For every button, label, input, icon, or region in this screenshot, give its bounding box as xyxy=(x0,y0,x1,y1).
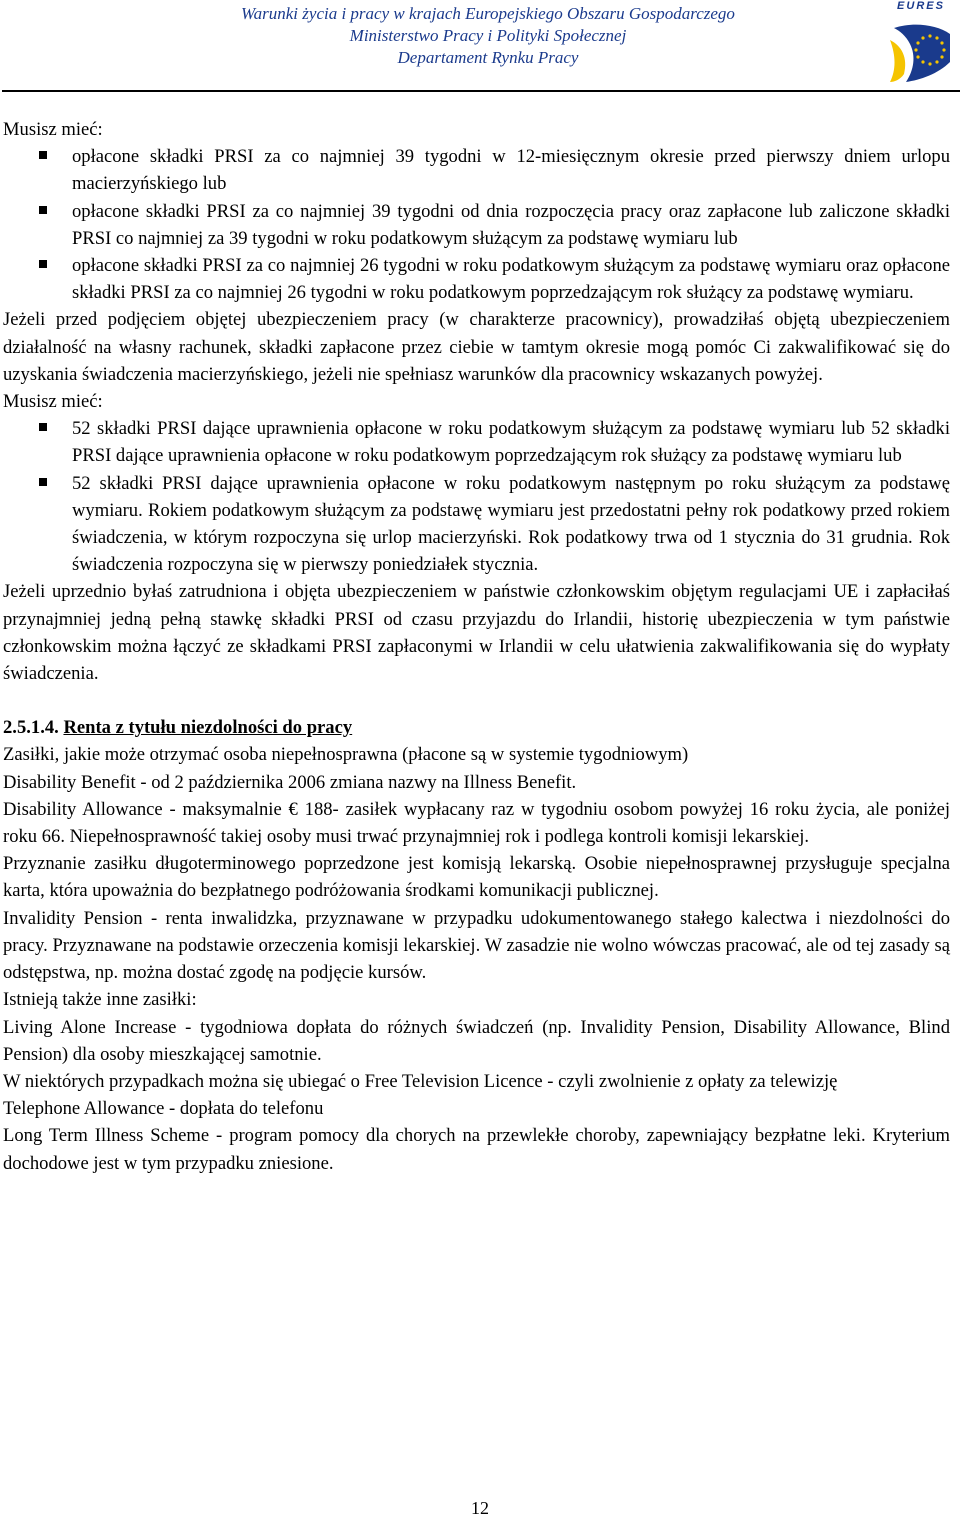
document-body xyxy=(3,116,950,1177)
section-heading xyxy=(3,714,950,741)
header-line-3: Departament Rynku Pracy xyxy=(397,48,579,67)
bullet-item: 52 składki PRSI dające uprawnienia opłacone w roku podatkowym służącym za podstawę wymiaru lub 52 składki PRSI dające uprawnienia opłacone w roku podatkowym poprzedzającym rok służący za podstawę wymiaru lub xyxy=(3,415,950,469)
section3-paragraph: Disability Allowance - maksymalnie € 188- zasiłek wypłacany raz w tygodniu osobom powyżej 16 roku życia, ale poniżej roku 66. Niepełnosprawność takiej osoby musi trwać przynajmniej rok i podlega kontroli komisji lekarskiej. xyxy=(3,798,950,848)
eures-emblem-icon xyxy=(886,0,956,84)
section3-paragraph: Przyznanie zasiłku długoterminowego poprzedzone jest komisją lekarską. Osobie niepełnosprawnej przysługuje specjalna karta, która upoważnia do bezpłatnego podróżowania środkami komunikacji publicznej. xyxy=(3,853,950,902)
section2-bullet-list xyxy=(3,415,950,578)
eures-logo-text: EURES xyxy=(897,0,945,12)
bullet-item: opłacone składki PRSI za co najmniej 39 tygodni od dnia rozpoczęcia pracy oraz zapłacone lub zaliczone składki PRSI co najmniej za 39 tygodni w roku podatkowym służącym za podstawę wymiaru lub xyxy=(3,198,950,252)
section3-paragraph: Living Alone Increase - tygodniowa dopłata do różnych świadczeń (np. Invalidity Pension, Disability Allowance, Blind Pension) dla osoby mieszkającej samotnie. xyxy=(3,1016,950,1065)
section2-closing: Jeżeli uprzednio byłaś zatrudniona i objęta ubezpieczeniem w państwie członkowskim objętym regulacjami UE i zapłaciłaś przynajmniej jedną pełną stawkę składki PRSI od czasu przyjazdu do Irlandii, historię ubezpieczenia w tym państwie członkowskim można łączyć ze składkami PRSI zapłaconymi w Irlandii w celu ułatwienia zakwalifikowania się do wypłaty świadczenia. xyxy=(3,581,950,685)
bullet-item: opłacone składki PRSI za co najmniej 39 tygodni w 12-miesięcznym okresie przed pierwszy dniem urlopu macierzyńskiego lub xyxy=(3,143,950,197)
header-text xyxy=(188,3,788,69)
section1-bullet-list xyxy=(3,143,950,306)
section2-paragraph: Jeżeli przed podjęciem objętej ubezpieczeniem pracy (w charakterze pracownicy), prowadziłaś objętą ubezpieczeniem działalność na własny rachunek, składki zapłacone przez ciebie w tamtym okresie mogą pomóc Ci zakwalifikować się do uzyskania świadczenia macierzyńskiego, jeżeli nie spełniasz warunków dla pracownicy wskazanych powyżej. xyxy=(3,309,950,385)
section3-paragraph: Zasiłki, jakie może otrzymać osoba niepełnosprawna (płacone są w systemie tygodniowym) xyxy=(3,744,689,766)
section1-intro: Musisz mieć: xyxy=(3,119,103,140)
spacer xyxy=(3,687,950,714)
bullet-item: opłacone składki PRSI za co najmniej 26 tygodni w roku podatkowym służącym za podstawę wymiaru oraz opłacone składki PRSI za co najmniej 26 tygodni w roku podatkowym poprzedzającym rok służący za podstawę wymiaru. xyxy=(3,252,950,306)
bullet-item: 52 składki PRSI dające uprawnienia opłacone w roku podatkowym następnym po roku służącym za podstawę wymiaru. Rokiem podatkowym służącym za podstawę wymiaru jest przedostatni pełny rok podatkowy przed rokiem świadczenia, w którym rozpoczyna się urlop macierzyński. Rok podatkowy trwa od 1 stycznia do 31 grudnia. Rok świadczenia rozpoczyna się w pierwszy poniedziałek stycznia. xyxy=(3,470,950,579)
header-line-2: Ministerstwo Pracy i Polityki Społecznej xyxy=(349,26,627,45)
header-rule xyxy=(2,90,960,92)
page-header xyxy=(0,0,960,92)
section2-intro: Musisz mieć: xyxy=(3,391,103,413)
section3-paragraph: Invalidity Pension - renta inwalidzka, przyznawane w przypadku udokumentowanego stałego kalectwa i niezdolności do pracy. Przyznawane na podstawie orzeczenia komisji lekarskiej. W zasadzie nie wolno wówczas pracować, ale od tej zasady są odstępstwa, np. można dostać zgodę na podjęcie kursów. xyxy=(3,907,950,984)
eures-logo xyxy=(886,0,956,84)
section-number: 2.5.1.4. xyxy=(3,717,59,739)
page-number: 12 xyxy=(471,1498,489,1518)
section3-paragraph: Disability Benefit - od 2 października 2006 zmiana nazwy na Illness Benefit. xyxy=(3,771,577,793)
header-line-1: Warunki życia i pracy w krajach Europejskiego Obszaru Gospodarczego xyxy=(241,4,735,23)
section3-paragraph: W niektórych przypadkach można się ubiegać o Free Television Licence - czyli zwolnienie z opłaty za telewizję xyxy=(3,1070,838,1092)
section-title: Renta z tytułu niezdolności do pracy xyxy=(63,717,353,739)
section3-paragraph: Long Term Illness Scheme - program pomocy dla chorych na przewlekłe choroby, zapewniający bezpłatne leki. Kryterium dochodowe jest w tym przypadku zniesione. xyxy=(3,1125,950,1174)
section3-paragraph: Istnieją także inne zasiłki: xyxy=(3,989,197,1011)
section3-paragraph: Telephone Allowance - dopłata do telefonu xyxy=(3,1098,324,1120)
